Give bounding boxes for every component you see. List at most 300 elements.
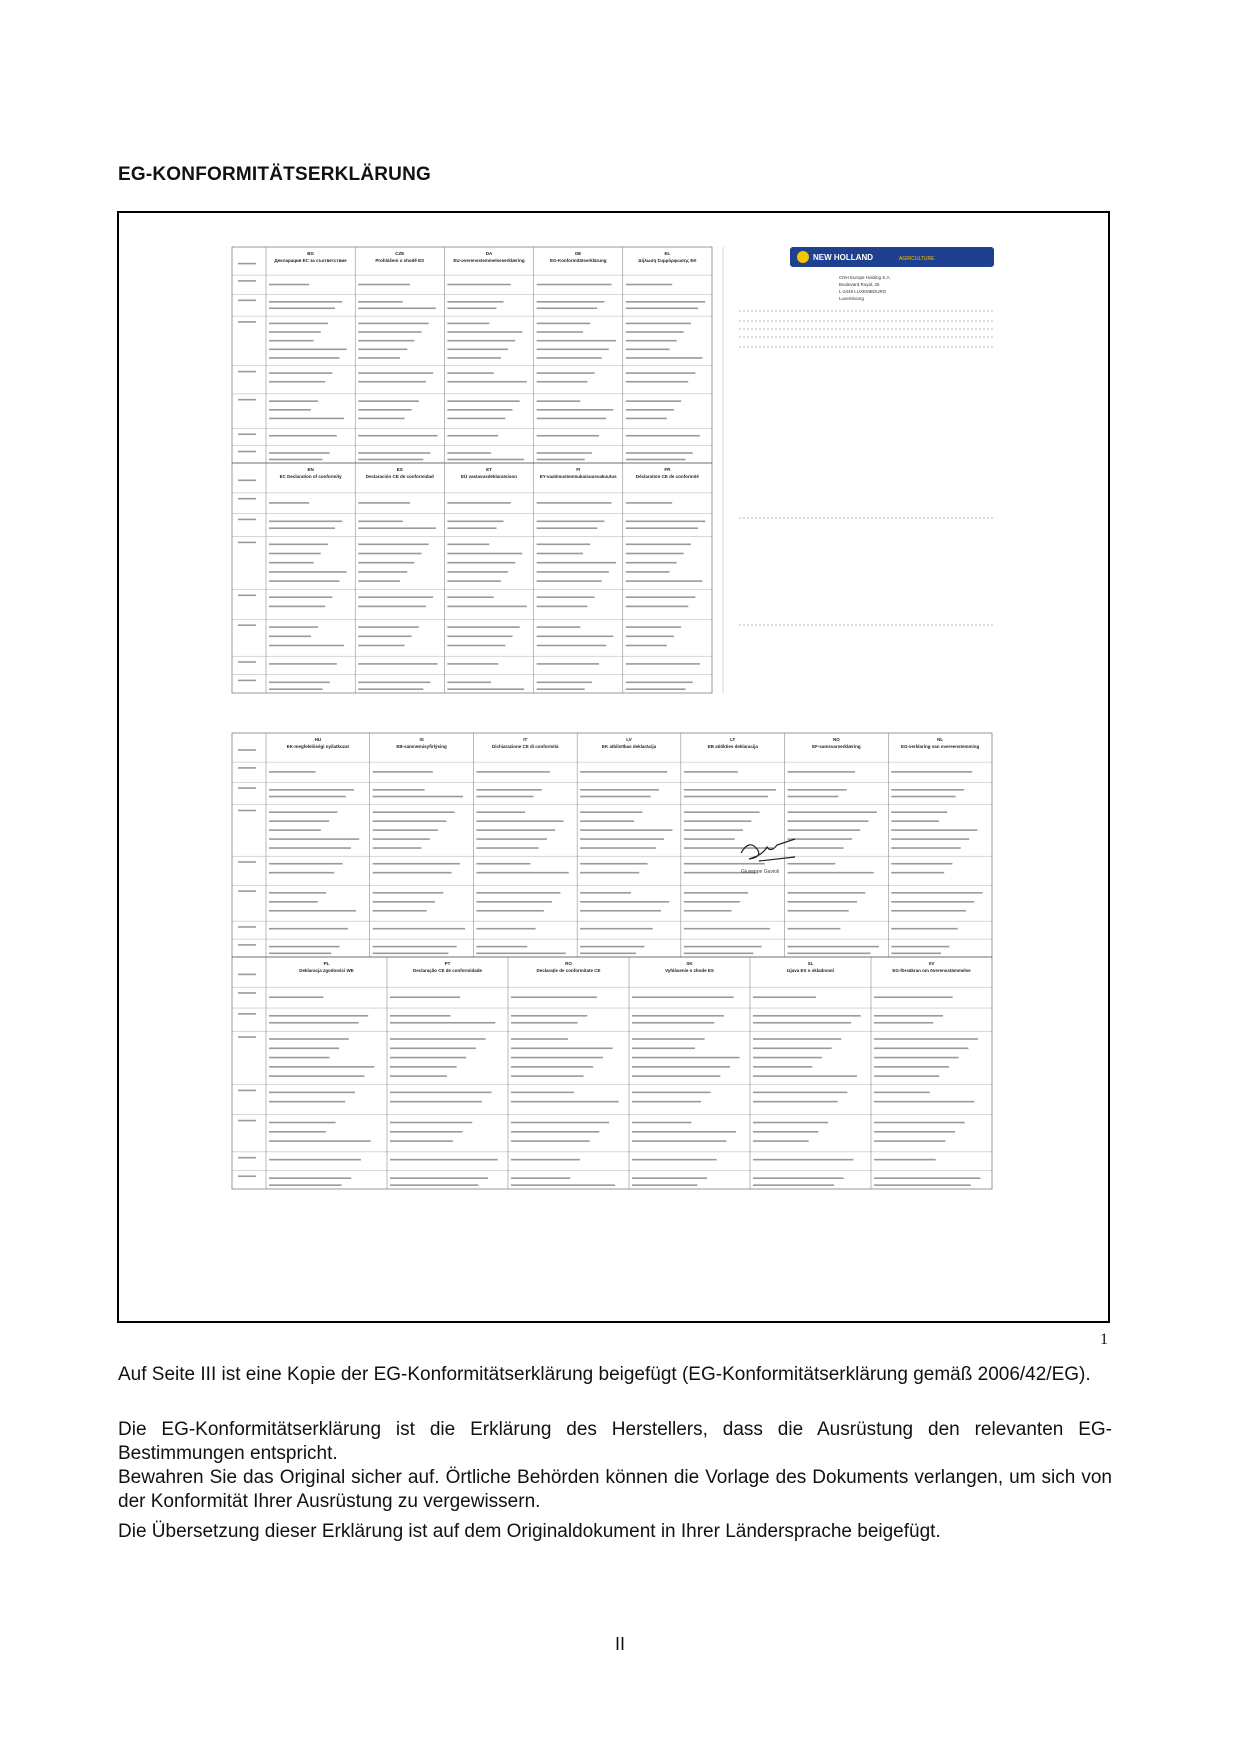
text-line (632, 1047, 695, 1049)
text-line (373, 820, 447, 822)
text-line (447, 331, 522, 333)
text-line (269, 626, 318, 628)
text-line (626, 357, 703, 359)
column-language-code: RO (565, 961, 572, 966)
text-line (874, 1092, 930, 1094)
text-line (390, 1022, 495, 1024)
text-line (537, 636, 614, 638)
text-line (476, 838, 547, 840)
column-title: EG-verklaring van overeenstemming (901, 744, 980, 749)
text-line (358, 521, 403, 523)
column-title: EB atitikties deklaracija (707, 744, 758, 749)
text-line (684, 863, 765, 865)
text-line (788, 901, 857, 903)
text-line (269, 1038, 349, 1040)
text-line (373, 829, 438, 831)
text-line (626, 645, 667, 647)
text-line (580, 789, 659, 791)
text-line (447, 663, 498, 665)
text-line (269, 789, 354, 791)
text-line (269, 820, 329, 822)
text-line (632, 1122, 691, 1124)
text-line (580, 892, 631, 894)
page-heading: EG-KONFORMITÄTSERKLÄRUNG (118, 164, 432, 185)
text-line (874, 1184, 971, 1186)
text-line (874, 1122, 965, 1124)
text-line (269, 307, 335, 309)
text-line (874, 1075, 939, 1077)
text-line (373, 847, 422, 849)
text-line (626, 580, 703, 582)
text-line (390, 1101, 482, 1103)
text-line (269, 372, 332, 374)
text-line (269, 1131, 326, 1133)
text-line (358, 596, 433, 598)
row-label (238, 300, 256, 302)
text-line (476, 829, 555, 831)
text-line (358, 435, 437, 437)
text-line (537, 606, 588, 608)
text-line (753, 1075, 857, 1077)
text-line (447, 553, 522, 555)
row-label (238, 1157, 256, 1159)
text-line (476, 789, 541, 791)
text-line (891, 946, 949, 948)
text-line (753, 1047, 832, 1049)
text-line (269, 301, 342, 303)
text-line (891, 863, 952, 865)
text-line (580, 946, 644, 948)
text-line (626, 307, 698, 309)
text-line (874, 1101, 974, 1103)
text-line (788, 872, 874, 874)
paragraph-1: Auf Seite III ist eine Kopie der EG-Konformitätserklärung beigefügt (EG-Konformitätserklärung gemäß 2006/42/EG). (118, 1364, 1091, 1385)
text-line (358, 307, 436, 309)
text-line (447, 381, 526, 383)
text-line (874, 1038, 978, 1040)
text-line (632, 1092, 711, 1094)
column-title: EG-försäkran om överensstämmelse (892, 968, 971, 973)
text-line (626, 544, 691, 546)
text-line (580, 953, 636, 955)
text-line (626, 626, 681, 628)
text-line (753, 1140, 809, 1142)
text-line (874, 1057, 959, 1059)
text-line (358, 571, 407, 573)
text-line (891, 789, 964, 791)
text-line (511, 1131, 599, 1133)
column-language-code: FI (576, 467, 581, 472)
text-line (269, 645, 344, 647)
text-line (788, 910, 849, 912)
text-line (269, 953, 331, 955)
text-line (447, 372, 493, 374)
text-line (684, 829, 743, 831)
column-language-code: PT (444, 961, 451, 966)
text-line (632, 996, 734, 998)
block-border (232, 463, 712, 693)
text-line (269, 1122, 336, 1124)
column-title: Vyhlásenie o zhode ES (665, 968, 714, 973)
text-line (626, 459, 686, 461)
text-line (788, 829, 861, 831)
text-line (537, 553, 583, 555)
text-line (580, 796, 651, 798)
column-title: EK atbilstības deklarācija (601, 744, 657, 749)
column-title: EC Declaration of conformity (279, 474, 342, 479)
text-line (269, 331, 321, 333)
column-language-code: IT (523, 737, 528, 742)
text-line (626, 571, 670, 573)
declaration-block (232, 733, 992, 957)
column-title: Deklaracja zgodności WE (299, 968, 354, 973)
text-line (269, 435, 337, 437)
text-line (626, 381, 688, 383)
text-line (537, 580, 602, 582)
text-line (447, 459, 524, 461)
text-line (537, 562, 616, 564)
text-line (626, 663, 700, 665)
text-line (447, 682, 491, 684)
column-title: Déclaration CE de conformité (635, 474, 699, 479)
text-line (269, 1015, 368, 1017)
text-line (358, 626, 419, 628)
column-title: EB-samræmisyfirlýsing (396, 744, 447, 749)
row-label (238, 1120, 256, 1122)
text-line (874, 1131, 955, 1133)
text-line (269, 682, 330, 684)
column-language-code: SV (928, 961, 935, 966)
text-line (891, 892, 982, 894)
text-line (358, 527, 436, 529)
text-line (269, 688, 323, 690)
declaration-block (232, 247, 712, 463)
text-line (269, 996, 323, 998)
row-label (238, 992, 256, 994)
text-line (537, 435, 599, 437)
text-line (753, 1057, 822, 1059)
text-line (874, 1177, 980, 1179)
column-title: Декларация ЕС за съответствие (274, 258, 347, 263)
row-label (238, 767, 256, 769)
text-line (373, 863, 460, 865)
column-language-code: SK (686, 961, 693, 966)
row-label (238, 1036, 256, 1038)
text-line (476, 811, 525, 813)
text-line (269, 381, 325, 383)
text-line (447, 418, 505, 420)
row-label (238, 498, 256, 500)
column-language-code: SL (807, 961, 814, 966)
text-line (269, 1022, 359, 1024)
text-line (684, 946, 762, 948)
text-line (447, 688, 524, 690)
text-line (537, 349, 609, 351)
text-line (684, 953, 753, 955)
text-line (373, 953, 449, 955)
text-line (390, 1057, 466, 1059)
text-line (626, 435, 700, 437)
text-line (891, 820, 939, 822)
text-line (537, 323, 591, 325)
text-line (269, 544, 328, 546)
text-line (269, 580, 339, 582)
row-label (238, 680, 256, 682)
text-line (390, 1140, 453, 1142)
text-line (511, 1122, 609, 1124)
text-line (373, 892, 444, 894)
text-line (626, 502, 672, 504)
text-line (390, 1177, 488, 1179)
text-line (358, 459, 423, 461)
text-line (269, 863, 343, 865)
text-line (874, 1140, 945, 1142)
text-line (537, 459, 585, 461)
text-line (874, 1022, 933, 1024)
text-line (626, 349, 670, 351)
text-line (447, 580, 501, 582)
text-line (684, 838, 735, 840)
text-line (447, 502, 510, 504)
text-line (476, 901, 552, 903)
text-line (447, 357, 501, 359)
column-language-code: DE (575, 251, 582, 256)
text-line (269, 811, 337, 813)
text-line (269, 571, 347, 573)
text-line (626, 452, 693, 454)
text-line (447, 409, 512, 411)
row-label (238, 399, 256, 401)
column-language-code: IS (419, 737, 424, 742)
text-line (269, 663, 337, 665)
text-line (390, 1038, 486, 1040)
text-line (511, 1101, 619, 1103)
text-line (476, 910, 543, 912)
text-line (626, 331, 684, 333)
text-line (537, 596, 595, 598)
text-line (537, 418, 607, 420)
row-label (238, 810, 256, 812)
text-line (269, 1101, 345, 1103)
text-line (358, 418, 404, 420)
text-line (632, 1038, 705, 1040)
text-line (874, 996, 953, 998)
text-line (373, 811, 455, 813)
signatory-name: Giuseppe Gavioli (741, 869, 780, 875)
text-line (269, 1159, 361, 1161)
text-line (476, 953, 565, 955)
text-line (358, 663, 437, 665)
text-line (753, 1015, 861, 1017)
text-line (447, 527, 496, 529)
text-line (537, 571, 609, 573)
text-line (358, 502, 410, 504)
column-title: EF-samsvarserklæring (812, 744, 861, 749)
column-language-code: LV (626, 737, 632, 742)
text-line (788, 892, 866, 894)
text-line (753, 1066, 812, 1068)
text-line (269, 1177, 351, 1179)
text-line (358, 400, 419, 402)
text-line (891, 847, 960, 849)
column-title: EÜ vastavusdeklaratsioon (460, 474, 518, 479)
handwritten-signature (741, 839, 795, 861)
text-line (753, 1159, 853, 1161)
text-line (874, 1047, 968, 1049)
row-label (238, 890, 256, 892)
text-line (684, 928, 770, 930)
text-line (511, 1092, 574, 1094)
text-line (580, 847, 656, 849)
text-line (511, 1022, 578, 1024)
text-line (632, 1184, 697, 1186)
text-line (626, 301, 705, 303)
text-line (580, 901, 669, 903)
text-line (753, 1038, 841, 1040)
text-line (269, 946, 340, 948)
text-line (269, 636, 311, 638)
text-line (580, 863, 647, 865)
text-line (753, 1184, 834, 1186)
text-line (269, 340, 314, 342)
column-language-code: NL (937, 737, 944, 742)
text-line (358, 544, 428, 546)
text-line (269, 323, 328, 325)
text-line (269, 459, 323, 461)
text-line (537, 357, 602, 359)
text-line (358, 349, 407, 351)
text-line (269, 553, 321, 555)
paragraph-3: Bewahren Sie das Original sicher auf. Örtliche Behörden können die Vorlage des Dokuments verlangen, um sich von der Konformität Ihrer Ausrüstung zu vergewissern. (118, 1467, 1112, 1512)
text-line (684, 847, 773, 849)
text-line (632, 1140, 726, 1142)
row-label (238, 1013, 256, 1015)
block-border (232, 247, 712, 463)
text-line (269, 847, 351, 849)
text-line (626, 372, 696, 374)
text-line (788, 789, 847, 791)
row-label (238, 661, 256, 663)
text-line (511, 1177, 570, 1179)
text-line (447, 562, 515, 564)
row-label (238, 624, 256, 626)
text-line (788, 863, 836, 865)
text-line (447, 636, 512, 638)
text-line (358, 682, 430, 684)
text-line (373, 910, 427, 912)
column-title: Δήλωση Συμμόρφωσης ΕΚ (638, 258, 697, 263)
text-line (632, 1159, 717, 1161)
text-line (626, 409, 674, 411)
text-line (358, 645, 404, 647)
page-number: II (614, 1634, 625, 1654)
text-line (626, 284, 672, 286)
declaration-figure (117, 211, 1110, 1323)
text-line (891, 901, 974, 903)
row-label (238, 1175, 256, 1177)
column-language-code: NO (833, 737, 840, 742)
text-line (626, 606, 688, 608)
text-line (891, 811, 947, 813)
text-line (891, 829, 977, 831)
manufacturer-line: Boulevard Royal, 25 (839, 282, 880, 287)
text-line (358, 580, 400, 582)
text-line (632, 1177, 707, 1179)
text-line (580, 811, 642, 813)
text-line (537, 372, 595, 374)
row-label (238, 519, 256, 521)
declaration-block (232, 957, 992, 1189)
row-label (238, 480, 256, 482)
text-line (447, 452, 491, 454)
text-line (632, 1022, 714, 1024)
text-line (626, 400, 681, 402)
text-line (390, 1066, 457, 1068)
text-line (580, 872, 639, 874)
text-line (269, 1092, 355, 1094)
text-line (537, 284, 612, 286)
text-line (626, 521, 705, 523)
row-label (238, 861, 256, 863)
row-label (238, 263, 256, 265)
text-line (537, 307, 598, 309)
column-title: Declaração CE de conformidade (412, 968, 483, 973)
text-line (476, 847, 538, 849)
text-line (632, 1101, 701, 1103)
text-line (447, 626, 519, 628)
text-line (684, 789, 776, 791)
text-line (580, 910, 661, 912)
text-line (537, 452, 592, 454)
text-line (269, 606, 325, 608)
column-language-code: EN (307, 467, 314, 472)
text-line (626, 562, 677, 564)
text-line (269, 796, 346, 798)
text-line (269, 357, 339, 359)
text-line (447, 307, 496, 309)
text-line (269, 1047, 339, 1049)
text-line (891, 910, 966, 912)
text-line (373, 901, 435, 903)
manufacturer-address (839, 275, 891, 301)
text-line (358, 331, 421, 333)
text-line (537, 527, 598, 529)
text-line (537, 544, 591, 546)
text-line (358, 452, 430, 454)
text-line (476, 820, 563, 822)
text-line (358, 372, 433, 374)
text-line (269, 838, 359, 840)
figure-number: 1 (1100, 1331, 1108, 1348)
column-language-code: BG (307, 251, 314, 256)
text-line (511, 1159, 580, 1161)
text-line (447, 606, 526, 608)
text-line (537, 381, 588, 383)
declaration-block (232, 463, 712, 693)
row-label (238, 280, 256, 282)
column-language-code: CZE (395, 251, 405, 256)
text-line (269, 910, 356, 912)
text-line (390, 996, 460, 998)
text-line (390, 1092, 492, 1094)
text-line (511, 996, 597, 998)
text-line (788, 847, 844, 849)
text-line (626, 636, 674, 638)
text-line (269, 521, 342, 523)
text-line (874, 1066, 949, 1068)
text-line (269, 1075, 365, 1077)
row-label (238, 749, 256, 751)
